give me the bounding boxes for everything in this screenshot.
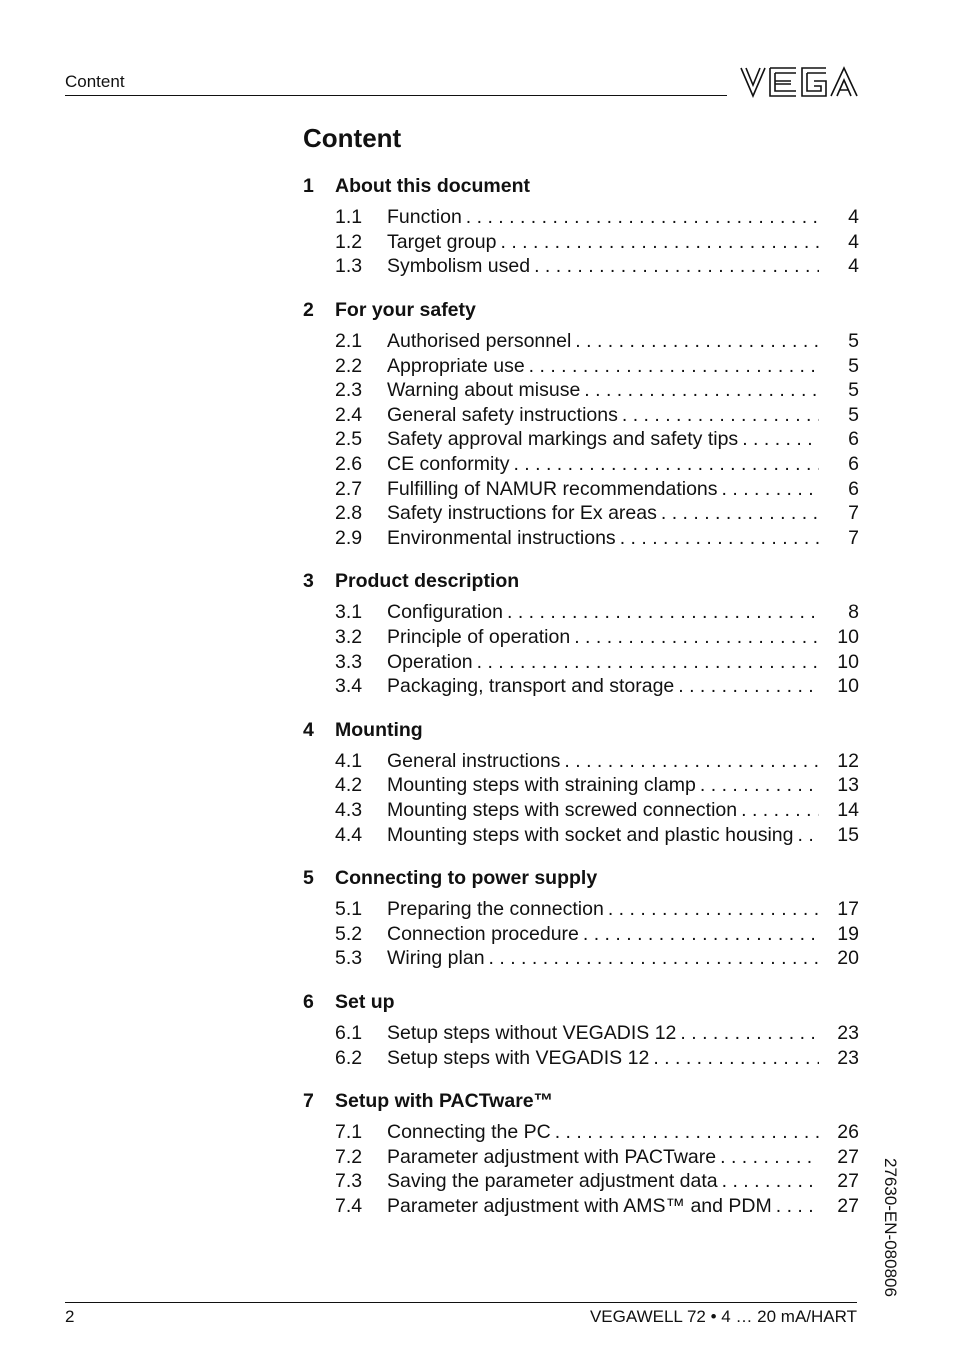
toc-entry-number: 4.1 [335,749,363,772]
toc-entry-number: 1.3 [335,255,363,278]
table-of-contents [303,174,859,1237]
toc-entry-title [387,1169,819,1193]
dot-leader [720,1145,819,1169]
toc-entry-text: Operation [387,650,473,673]
toc-entry-page: 15 [837,823,859,846]
dot-leader [477,650,819,674]
header-label: Content [65,72,125,91]
toc-section-heading[interactable] [303,569,859,594]
dot-leader [575,329,819,353]
toc-entry-page: 27 [837,1194,859,1217]
toc-entry[interactable] [303,526,859,551]
dot-leader [584,378,819,402]
toc-section-title: About this document [335,175,530,197]
toc-entry-text: Appropriate use [387,354,525,377]
footer-page-number: 2 [65,1307,75,1326]
toc-entry[interactable] [303,798,859,823]
toc-entry-text: Authorised personnel [387,330,572,353]
toc-entry-number: 3.4 [335,675,363,698]
dot-leader [653,1046,819,1070]
toc-entry-page: 27 [837,1145,859,1168]
toc-entry-text: Principle of operation [387,626,571,649]
toc-section-heading[interactable] [303,174,859,199]
toc-entry-title [387,378,819,402]
dot-leader [466,205,819,229]
toc-entry[interactable] [303,625,859,650]
toc-entry[interactable] [303,1194,859,1219]
toc-entry[interactable] [303,773,859,798]
toc-entry-number: 1.2 [335,230,363,253]
toc-entry[interactable] [303,501,859,526]
dot-leader [742,427,819,451]
toc-section-title: Connecting to power supply [335,866,598,889]
toc-entry-title [387,1120,819,1144]
toc-entry-page: 17 [837,898,859,921]
header-divider [65,95,727,96]
toc-entry-title [387,674,819,698]
toc-entry[interactable] [303,403,859,428]
toc-entry-title [387,526,819,550]
toc-entry[interactable] [303,1144,859,1169]
toc-entry-number: 3.2 [335,626,363,649]
dot-leader [776,1194,819,1218]
toc-entry-title [387,1021,819,1045]
toc-entry-number: 2.1 [335,330,363,353]
toc-entry-page: 7 [848,502,859,525]
toc-entry-text: Environmental instructions [387,526,616,549]
toc-entry[interactable] [303,1021,859,1046]
toc-section [303,990,859,1070]
vega-logo [740,66,858,98]
toc-section-number: 6 [303,990,314,1013]
toc-entry[interactable] [303,897,859,922]
toc-section-title: Mounting [335,718,423,741]
toc-section-title: Product description [335,570,520,593]
toc-section-number: 7 [303,1089,314,1112]
toc-section-heading[interactable] [303,718,859,743]
toc-section [303,174,859,279]
toc-entry-number: 3.3 [335,650,363,673]
dot-leader [661,501,819,525]
toc-entry-number: 2.4 [335,403,363,426]
toc-entry[interactable] [303,921,859,946]
toc-section-heading[interactable] [303,298,859,323]
dot-leader [574,625,819,649]
toc-section-heading[interactable] [303,1089,859,1114]
toc-entry-number: 5.2 [335,922,363,945]
toc-entry-text: Preparing the connection [387,898,604,921]
dot-leader [513,452,819,476]
toc-section [303,1089,859,1218]
toc-entry-title [387,205,819,229]
toc-entry-page: 10 [837,626,859,649]
dot-leader [680,1021,819,1045]
toc-entry-text: Setup steps without VEGADIS 12 [387,1021,677,1044]
toc-entry-text: Mounting steps with straining clamp [387,774,696,797]
toc-entry-title [387,477,819,501]
toc-entry-title [387,922,819,946]
toc-entry-page: 6 [848,477,859,500]
toc-entry[interactable] [303,649,859,674]
toc-entry-number: 4.3 [335,798,363,821]
dot-leader [741,798,819,822]
toc-entry-page: 23 [837,1021,859,1044]
toc-entry-title [387,946,819,970]
toc-entry-text: Wiring plan [387,947,485,970]
toc-entry-number: 2.3 [335,379,363,402]
toc-entry-text: Packaging, transport and storage [387,675,675,698]
dot-leader [700,773,819,797]
toc-entry-number: 1.1 [335,206,363,229]
toc-entry-page: 10 [837,650,859,673]
toc-entry[interactable] [303,946,859,971]
toc-entry-text: Mounting steps with screwed connection [387,798,738,821]
toc-entry-number: 2.5 [335,428,363,451]
toc-entry-text: Symbolism used [387,255,531,278]
toc-entry-text: Configuration [387,601,503,624]
toc-entry[interactable] [303,749,859,774]
toc-entry-page: 4 [848,206,859,229]
footer-divider [65,1302,857,1303]
toc-entry-title [387,1046,819,1070]
toc-entry-title [387,600,819,624]
dot-leader [608,897,819,921]
toc-section [303,298,859,550]
toc-entry-page: 7 [848,526,859,549]
dot-leader [583,922,819,946]
toc-entry[interactable] [303,600,859,625]
dot-leader [564,749,819,773]
toc-entry[interactable] [303,427,859,452]
toc-entry-number: 2.9 [335,526,363,549]
toc-entry-number: 2.2 [335,354,363,377]
toc-entry-title [387,773,819,797]
toc-entry-title [387,354,819,378]
toc-entry-number: 2.6 [335,453,363,476]
toc-entry-title [387,254,819,278]
toc-entry-title [387,329,819,353]
toc-entry-number: 6.1 [335,1021,363,1044]
toc-section-number: 2 [303,298,314,321]
toc-entry-number: 7.3 [335,1170,363,1193]
page-title: Content [303,123,402,153]
toc-entry-text: Parameter adjustment with AMS™ and PDM [387,1194,772,1217]
toc-entry[interactable] [303,452,859,477]
dot-leader [534,254,819,278]
toc-entry-text: Safety approval markings and safety tips [387,428,739,451]
toc-entry-page: 23 [837,1046,859,1069]
toc-entry-page: 14 [837,798,859,821]
toc-entry-number: 4.4 [335,823,363,846]
toc-entry-number: 7.1 [335,1121,363,1144]
dot-leader [678,674,819,698]
toc-entry-title [387,798,819,822]
toc-entry-text: Safety instructions for Ex areas [387,502,657,525]
toc-entry-page: 13 [837,774,859,797]
toc-entry-text: Parameter adjustment with PACTware [387,1145,717,1168]
toc-entry-page: 20 [837,947,859,970]
toc-entry[interactable] [303,353,859,378]
toc-entry-text: Connecting the PC [387,1121,551,1144]
toc-entry-number: 3.1 [335,601,363,624]
toc-entry[interactable] [303,205,859,230]
dot-leader [620,526,819,550]
toc-entry[interactable] [303,1120,859,1145]
dot-leader [622,403,819,427]
toc-entry-title [387,625,819,649]
toc-entry-page: 5 [848,330,859,353]
document-code: 27630-EN-080806 [881,1158,900,1297]
toc-entry-number: 5.1 [335,898,363,921]
toc-entry-text: Target group [387,230,497,253]
dot-leader [501,230,820,254]
toc-entry[interactable] [303,822,859,847]
toc-section-title: For your safety [335,298,476,321]
toc-entry-page: 5 [848,403,859,426]
toc-section-heading[interactable] [303,866,859,891]
toc-entry-page: 12 [837,749,859,772]
toc-entry-number: 7.2 [335,1145,363,1168]
toc-entry-title [387,1194,819,1218]
toc-entry-text: Mounting steps with socket and plastic housing [387,823,794,846]
toc-entry-text: General instructions [387,749,561,772]
toc-entry-page: 8 [848,601,859,624]
toc-entry-title [387,403,819,427]
toc-entry-title [387,749,819,773]
toc-entry-page: 10 [837,675,859,698]
toc-entry[interactable] [303,329,859,354]
toc-entry-title [387,1145,819,1169]
toc-entry[interactable] [303,254,859,279]
toc-section [303,718,859,847]
toc-entry[interactable] [303,476,859,501]
toc-entry-number: 7.4 [335,1194,363,1217]
toc-entry-text: General safety instructions [387,403,618,426]
toc-entry-page: 5 [848,379,859,402]
toc-section-title: Setup with PACTware™ [335,1089,554,1112]
toc-entry[interactable] [303,674,859,699]
dot-leader [555,1120,819,1144]
toc-entry-page: 6 [848,428,859,451]
toc-entry-page: 26 [837,1121,859,1144]
toc-section [303,866,859,971]
toc-entry-title [387,427,819,451]
toc-entry-text: Function [387,206,462,229]
toc-entry-number: 6.2 [335,1046,363,1069]
toc-entry[interactable] [303,230,859,255]
dot-leader [797,823,819,847]
toc-entry-title [387,230,819,254]
toc-entry-page: 4 [848,230,859,253]
toc-entry-number: 5.3 [335,947,363,970]
toc-entry-page: 6 [848,453,859,476]
toc-entry-page: 19 [837,922,859,945]
dot-leader [722,1169,819,1193]
toc-entry-title [387,897,819,921]
toc-section [303,569,859,698]
toc-entry-page: 4 [848,255,859,278]
toc-section-number: 1 [303,175,314,197]
toc-entry-text: Warning about misuse [387,379,581,402]
toc-entry[interactable] [303,378,859,403]
toc-entry-title [387,650,819,674]
toc-entry[interactable] [303,1169,859,1194]
toc-section-heading[interactable] [303,990,859,1015]
toc-entry-text: Saving the parameter adjustment data [387,1170,718,1193]
toc-entry-title [387,452,819,476]
toc-entry-title [387,823,819,847]
dot-leader [489,946,819,970]
toc-section-number: 4 [303,718,314,741]
toc-entry-page: 27 [837,1170,859,1193]
toc-section-title: Set up [335,990,395,1013]
toc-entry-number: 4.2 [335,774,363,797]
toc-section-number: 3 [303,570,314,593]
toc-entry[interactable] [303,1045,859,1070]
toc-entry-text: CE conformity [387,453,510,476]
toc-section-number: 5 [303,866,314,889]
dot-leader [722,477,819,501]
dot-leader [529,354,819,378]
toc-entry-title [387,501,819,525]
toc-entry-page: 5 [848,354,859,377]
toc-entry-text: Fulfilling of NAMUR recommendations [387,477,718,500]
toc-entry-text: Setup steps with VEGADIS 12 [387,1046,650,1069]
toc-entry-number: 2.8 [335,502,363,525]
dot-leader [507,600,819,624]
toc-entry-text: Connection procedure [387,922,579,945]
footer-product-name: VEGAWELL 72 • 4 … 20 mA/HART [589,1307,857,1326]
toc-entry-number: 2.7 [335,477,363,500]
